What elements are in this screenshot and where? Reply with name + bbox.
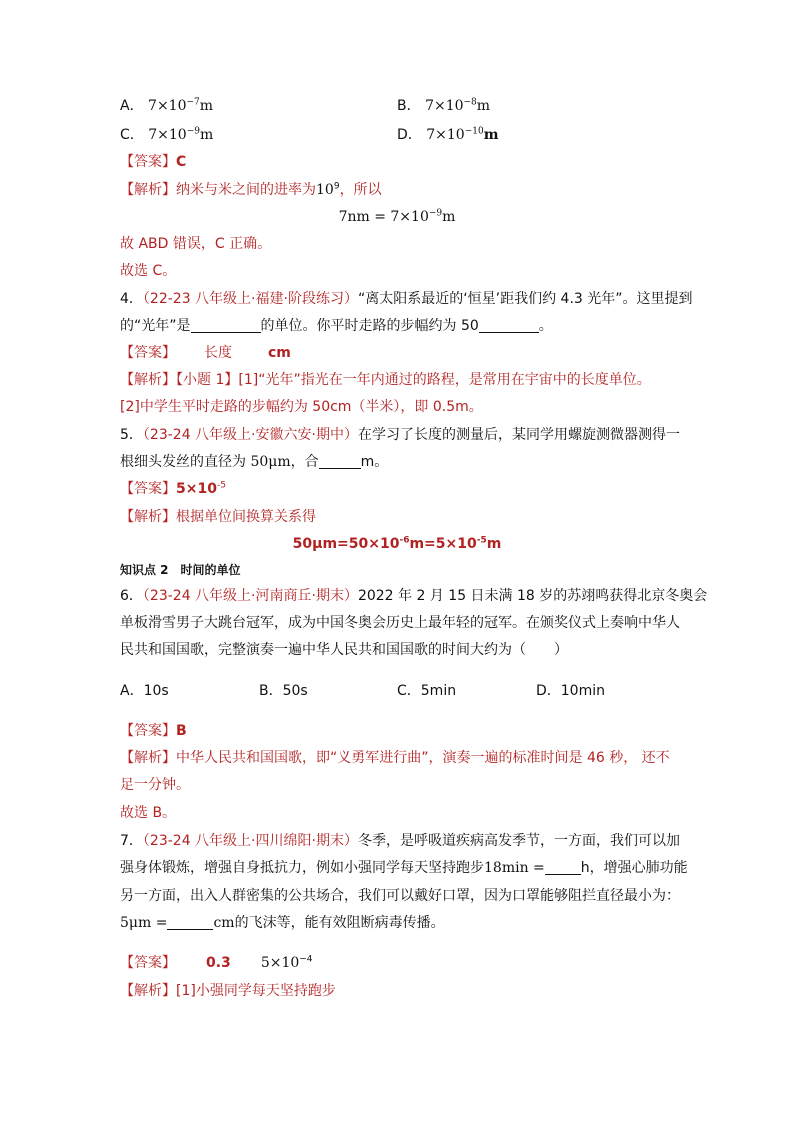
question-text: 冬季，是呼吸道疾病高发季节，一方面，我们可以加 bbox=[357, 833, 680, 849]
question-text: 的“光年”是 bbox=[120, 318, 191, 334]
exponent: -5 bbox=[216, 480, 226, 491]
question-number: 6． bbox=[120, 588, 143, 604]
option-d: D．10min bbox=[536, 683, 605, 699]
question-text: ，合 bbox=[290, 454, 319, 470]
equation bbox=[0, 207, 794, 227]
question-text: 2022 年 2 月 15 日未满 18 岁的苏翊鸣获得北京冬奥会 bbox=[357, 588, 708, 604]
equation bbox=[0, 534, 794, 554]
question-text: h，增强心肺功能 bbox=[580, 860, 688, 876]
unit: m bbox=[442, 209, 456, 225]
equation-part: m=5×10 bbox=[409, 536, 477, 552]
analysis-line: 足一分钟。 bbox=[120, 777, 190, 793]
answer-tag: 【答案】 bbox=[120, 481, 176, 497]
analysis-line bbox=[120, 370, 651, 390]
option-c: C．5min bbox=[397, 683, 457, 699]
unit: m bbox=[476, 98, 491, 114]
answer-value: 0.3 bbox=[206, 955, 231, 971]
answer-value: B bbox=[176, 723, 187, 739]
question-source: （23-24 八年级上·安徽六安·期中） bbox=[142, 427, 358, 443]
answer-value: 长度 bbox=[204, 345, 232, 361]
option-a: A．10s bbox=[120, 683, 169, 699]
option-b bbox=[397, 96, 490, 116]
question-text: 的飞沫等，能有效阻断病毒传播。 bbox=[234, 915, 445, 931]
analysis-line bbox=[120, 180, 382, 200]
option-math: 7×10 bbox=[426, 127, 465, 143]
question-text: 的单位。你平时走路的步幅约为 50 bbox=[260, 318, 479, 334]
option-d bbox=[397, 125, 499, 145]
blank bbox=[479, 318, 539, 333]
answer-line bbox=[120, 152, 186, 172]
question-text: “离太阳系最近的‘恒星’距我们约 4.3 光年”。这里提到 bbox=[357, 291, 693, 307]
blank bbox=[545, 860, 581, 875]
analysis-line bbox=[120, 507, 316, 527]
analysis-text: ，所以 bbox=[339, 182, 382, 198]
analysis-text: 纳米与米之间的进率为 bbox=[176, 182, 316, 198]
question-4-line-1 bbox=[120, 289, 693, 309]
exponent: −7 bbox=[186, 97, 200, 108]
math: 50μm bbox=[250, 454, 291, 470]
answer-tag: 【答案】 bbox=[120, 345, 176, 361]
answer-value: C bbox=[176, 154, 187, 170]
analysis-text: [1]“光年”指光在一年内通过的路程，是常用在宇宙中的长度单位。 bbox=[238, 372, 651, 388]
option-c bbox=[120, 125, 213, 145]
option-a bbox=[120, 96, 213, 116]
answer-line bbox=[120, 343, 291, 363]
unit: m bbox=[199, 127, 214, 143]
analysis-tag: 【解析】 bbox=[120, 983, 176, 999]
option-label: D． bbox=[397, 127, 422, 143]
answer-tag: 【答案】 bbox=[120, 723, 176, 739]
unit: m bbox=[486, 536, 502, 552]
math: 10 bbox=[316, 182, 334, 198]
answer-line bbox=[120, 953, 313, 973]
answer-value: 5×10 bbox=[260, 955, 300, 971]
question-number: 5． bbox=[120, 427, 143, 443]
analysis-line: [2]中学生平时走路的步幅约为 50cm（半米），即 0.5m。 bbox=[120, 399, 483, 415]
option-label: C． bbox=[120, 127, 144, 143]
unit: m bbox=[199, 98, 214, 114]
option-b: B．50s bbox=[259, 683, 308, 699]
question-source: （23-24 八年级上·河南商丘·期末） bbox=[142, 588, 358, 604]
answer-line bbox=[120, 479, 226, 499]
exponent: −4 bbox=[299, 954, 313, 965]
exponent: 9 bbox=[333, 181, 340, 192]
question-7-line-3: 另一方面，出入人群密集的公共场合，我们可以戴好口罩，因为口罩能够阻拦直径最小为： bbox=[120, 888, 680, 904]
equation-left: 7nm = 7×10 bbox=[338, 209, 429, 225]
question-text: 强身体锻炼，增强自身抵抗力，例如小强同学每天坚持跑步 bbox=[120, 860, 484, 876]
exponent: −10 bbox=[464, 126, 484, 137]
answer-value: cm bbox=[268, 345, 291, 361]
question-7-line-2 bbox=[120, 858, 688, 878]
equation-part: 50μm=50×10 bbox=[292, 536, 400, 552]
exponent: -6 bbox=[399, 535, 410, 546]
final-choice: 故选 B。 bbox=[120, 805, 177, 821]
exponent: -5 bbox=[476, 535, 487, 546]
analysis-text: [1]小强同学每天坚持跑步 bbox=[176, 983, 336, 999]
option-math: 7×10 bbox=[425, 98, 464, 114]
question-7-line-1 bbox=[120, 831, 680, 851]
section-title: 知识点 2 时间的单位 bbox=[120, 563, 241, 577]
question-6-line-3: 民共和国国歌，完整演奏一遍中华人民共和国国歌的时间大约为（ ） bbox=[120, 642, 568, 658]
final-choice: 故选 C。 bbox=[120, 263, 177, 279]
answer-tag: 【答案】 bbox=[120, 154, 176, 170]
answer-value: 5×10 bbox=[176, 481, 217, 497]
analysis-text: 根据单位间换算关系得 bbox=[176, 509, 316, 525]
math: 18min = bbox=[484, 860, 545, 876]
question-6-line-2: 单板滑雪男子大跳台冠军，成为中国冬奥会历史上最年轻的冠军。在颁奖仪式上奏响中华人 bbox=[120, 615, 680, 631]
analysis-tag: 【解析】 bbox=[120, 182, 176, 198]
analysis-text: 中华人民共和国国歌，即“义勇军进行曲”，演奏一遍的标准时间是 46 秒， 还不 bbox=[176, 750, 670, 766]
unit: m bbox=[483, 127, 499, 143]
option-math: 7×10 bbox=[148, 127, 187, 143]
analysis-tag: 【解析】 bbox=[120, 509, 176, 525]
option-math: 7×10 bbox=[148, 98, 187, 114]
answer-line bbox=[120, 721, 187, 741]
blank bbox=[167, 915, 213, 930]
question-number: 4． bbox=[120, 291, 143, 307]
exponent: −8 bbox=[463, 97, 477, 108]
analysis-line bbox=[120, 981, 336, 1001]
question-5-line-1 bbox=[120, 425, 680, 445]
exponent: −9 bbox=[186, 126, 200, 137]
analysis-tag: 【解析】 bbox=[120, 750, 176, 766]
question-6-line-1 bbox=[120, 586, 707, 606]
question-5-line-2 bbox=[120, 452, 388, 472]
question-source: （22-23 八年级上·福建·阶段练习） bbox=[142, 291, 358, 307]
analysis-line bbox=[120, 748, 670, 768]
math: 5μm = bbox=[120, 915, 168, 931]
analysis-tag: 【解析】 bbox=[120, 372, 176, 388]
blank bbox=[191, 318, 261, 333]
option-label: B． bbox=[397, 98, 421, 114]
unit: cm bbox=[213, 915, 235, 931]
question-text: 在学习了长度的测量后，某同学用螺旋测微器测得一 bbox=[357, 427, 680, 443]
analysis-conclusion: 故 ABD 错误，C 正确。 bbox=[120, 236, 272, 252]
question-source: （23-24 八年级上·四川绵阳·期末） bbox=[142, 833, 358, 849]
question-text: 。 bbox=[538, 318, 553, 334]
exponent: −9 bbox=[428, 208, 443, 219]
blank bbox=[319, 454, 361, 469]
question-text: 根细头发丝的直径为 bbox=[120, 454, 251, 470]
answer-tag: 【答案】 bbox=[120, 955, 176, 971]
option-label: A． bbox=[120, 98, 144, 114]
sub-question-tag: 【小题 1】 bbox=[176, 372, 239, 388]
question-4-line-2 bbox=[120, 316, 553, 336]
question-7-line-4 bbox=[120, 913, 445, 933]
question-text: m。 bbox=[360, 454, 389, 470]
question-number: 7． bbox=[120, 833, 143, 849]
